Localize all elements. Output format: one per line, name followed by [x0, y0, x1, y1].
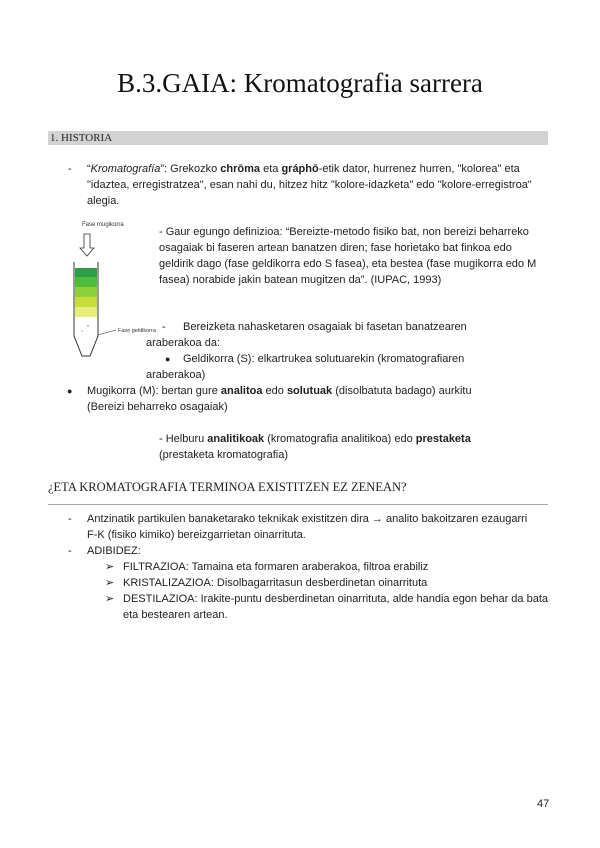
mugikorra-line2: (Bereizi beharreko osagaiak) [87, 401, 228, 413]
antzinatik-text: Antzinatik partikulen banaketarako teknikak existitzen dira → analito bakoitzaren ezaugarri F-K (fisiko kimiko) bereizgarrietan oinarrituta. [87, 513, 528, 541]
arrow-bullet-icon: ➢ [105, 561, 115, 573]
chromatography-column-figure [60, 218, 156, 370]
band-3 [75, 287, 97, 297]
band-1 [75, 268, 97, 277]
heading-divider [48, 504, 548, 505]
band-2 [75, 277, 97, 287]
helburu-text: - Helburu analitikoak (kromatografia analitikoa) edo prestaketa [159, 433, 471, 445]
bereizketa-continuation: araberakoa da: [146, 337, 220, 349]
band-5 [75, 307, 97, 317]
section-heading-historia: 1. HISTORIA [50, 132, 113, 144]
band-4 [75, 297, 97, 307]
page-title: B.3.GAIA: Kromatografia sarrera [117, 68, 483, 98]
helburu-line2: (prestaketa kromatografia) [159, 449, 288, 461]
bullet-dot: ● [67, 386, 73, 396]
bereizketa-text: Bereizketa nahasketaren osagaiak bi fasetan banatzearen [183, 321, 467, 333]
section-heading-bar [48, 131, 548, 145]
arrow-bullet-icon: ➢ [105, 577, 115, 589]
adibidez-label: ADIBIDEZ: [87, 545, 141, 557]
kristalizazioa-text: KRISTALIZAZIOA: Disolbagarritasun desberdinetan oinarrituta [123, 577, 428, 589]
geldikorra-continuation: araberakoa) [146, 369, 206, 381]
arrow-bullet-icon: ➢ [105, 593, 115, 605]
bullet-dot: ● [165, 354, 171, 364]
bullet-dash: - [68, 513, 72, 525]
section-heading-question: ¿ETA KROMATOGRAFIA TERMINOA EXISTITZEN EZ ZENEAN? [48, 480, 407, 494]
label-fase-geldikorra: Fase geldikorra [118, 328, 156, 334]
destilazioa-text: DESTILAZIOA: Irakite-puntu desberdinetan oinarrituta, alde handia egon behar da bata eta bestearen artean. [123, 593, 548, 621]
bullet-dash: - [68, 545, 72, 557]
mugikorra-text: Mugikorra (M): bertan gure analitoa edo solutuak (disolbatuta badago) aurkitu [87, 385, 472, 397]
filtrazioa-text: FILTRAZIOA: Tamaina eta formaren araberakoa, filtroa erabiliz [123, 561, 429, 573]
bullet-dash: - [162, 321, 166, 333]
geldikorra-text: Geldikorra (S): elkartrukea solutuarekin (kromatografiaren [183, 353, 465, 365]
down-arrow-icon [80, 234, 94, 256]
page-number: 47 [537, 798, 550, 810]
bullet-dash: - [68, 163, 72, 175]
label-fase-mugikorra: Fase mugikorra [82, 222, 124, 228]
definition-paragraph: - Gaur egungo definizioa: “Bereizte-metodo fisiko bat, non bereizi beharreko osagaiak bi faseren artean banatzen diren; fase horietako bat finkoa edo geldirik dago (fase geldikorra edo S fasea), eta bestea (fase mugikorra edo M fasea) norabide jakin batean mugitzen da”. (IUPAC, 1993) [159, 226, 537, 286]
paragraph-etymology: “Kromatografía”: Grekozko chrōma eta gráphō-etik dator, hurrenez hurren, "kolorea" eta "idaztea, erregistratzea", esan nahi du, hitzez hitz "kolore-idazketa" edo "kolore-erregistroa" alegia. [87, 163, 532, 207]
